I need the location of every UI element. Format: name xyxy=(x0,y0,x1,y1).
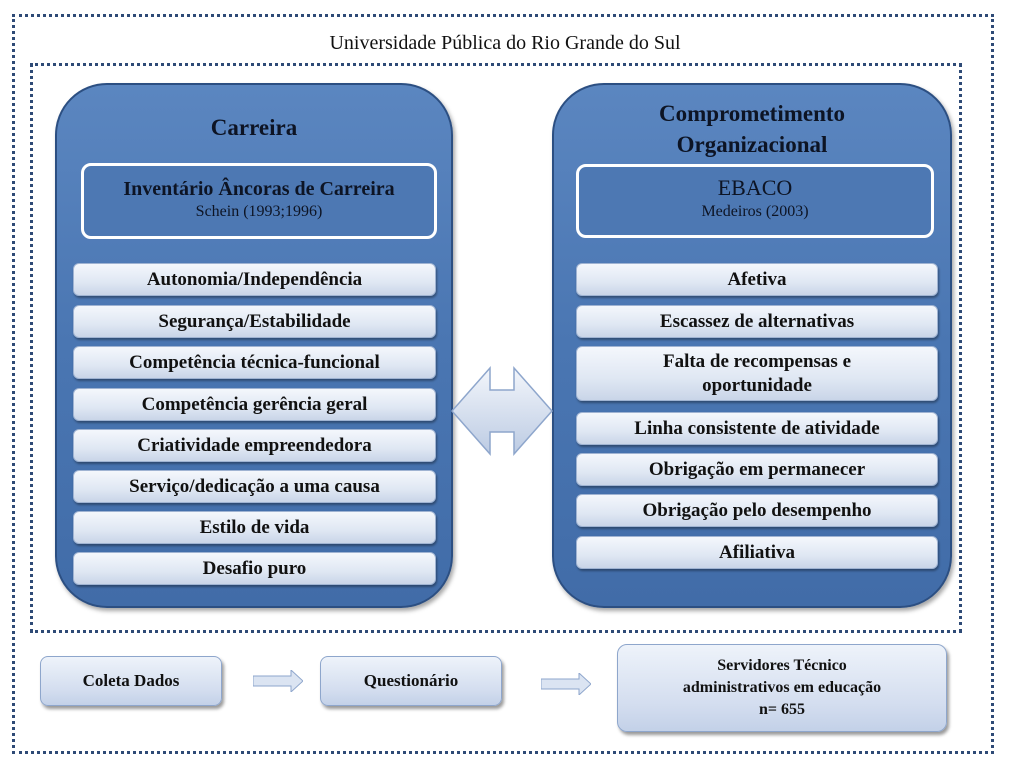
commitment-dimension-label: Afetiva xyxy=(727,268,787,290)
commitment-dimension-item xyxy=(576,305,938,338)
commitment-dimension-label: Escassez de alternativas xyxy=(659,310,855,332)
career-instrument-name: Inventário Âncoras de Carreira xyxy=(123,178,395,200)
commitment-dimension-label: Obrigação em permanecer xyxy=(648,458,866,480)
commitment-instrument-reference: Medeiros (2003) xyxy=(701,203,809,220)
commitment-instrument-name: EBACO xyxy=(717,175,793,200)
commitment-dimension-item xyxy=(576,536,938,569)
commitment-dimension-label-line2: oportunidade xyxy=(702,374,812,396)
career-anchor-item: Segurança/Estabilidade xyxy=(73,305,436,338)
career-anchor-item: Competência gerência geral xyxy=(73,388,436,421)
questionnaire-box: Questionário xyxy=(320,656,502,706)
commitment-dimension-item xyxy=(576,412,938,445)
arrow-right-icon xyxy=(541,673,591,695)
commitment-dimension-item xyxy=(576,494,938,527)
career-panel-title: Carreira xyxy=(210,115,298,140)
target-population-line2: administrativos em educação xyxy=(682,679,882,696)
university-title: Universidade Pública do Rio Grande do Sul xyxy=(329,32,681,54)
career-anchor-item: Desafio puro xyxy=(73,552,436,585)
commitment-dimension-label: Afiliativa xyxy=(719,541,795,563)
career-anchor-item: Serviço/dedicação a uma causa xyxy=(73,470,436,503)
commitment-dimension-item xyxy=(576,263,938,296)
career-anchor-item: Autonomia/Independência xyxy=(73,263,436,296)
commitment-instrument-box xyxy=(576,164,934,238)
commitment-dimension-label: Falta de recompensas e xyxy=(662,350,852,372)
commitment-dimension-label: Obrigação pelo desempenho xyxy=(642,499,872,521)
target-population-sample-size: n= 655 xyxy=(758,701,805,718)
target-population-line1: Servidores Técnico xyxy=(717,657,847,674)
commitment-panel-title-line1: Comprometimento xyxy=(658,101,846,126)
double-arrow-icon xyxy=(450,364,554,458)
arrow-right-icon xyxy=(253,670,303,692)
career-anchor-item: Estilo de vida xyxy=(73,511,436,544)
commitment-dimension-item xyxy=(576,346,938,401)
commitment-dimension-item xyxy=(576,453,938,486)
commitment-panel-title-line2: Organizacional xyxy=(676,132,828,157)
data-collection-box: Coleta Dados xyxy=(40,656,222,706)
career-instrument-box xyxy=(81,163,437,239)
career-instrument-reference: Schein (1993;1996) xyxy=(195,203,323,220)
commitment-dimension-label: Linha consistente de atividade xyxy=(634,417,880,439)
target-population-box xyxy=(617,644,947,732)
career-anchor-item: Criatividade empreendedora xyxy=(73,429,436,462)
career-anchor-item: Competência técnica-funcional xyxy=(73,346,436,379)
